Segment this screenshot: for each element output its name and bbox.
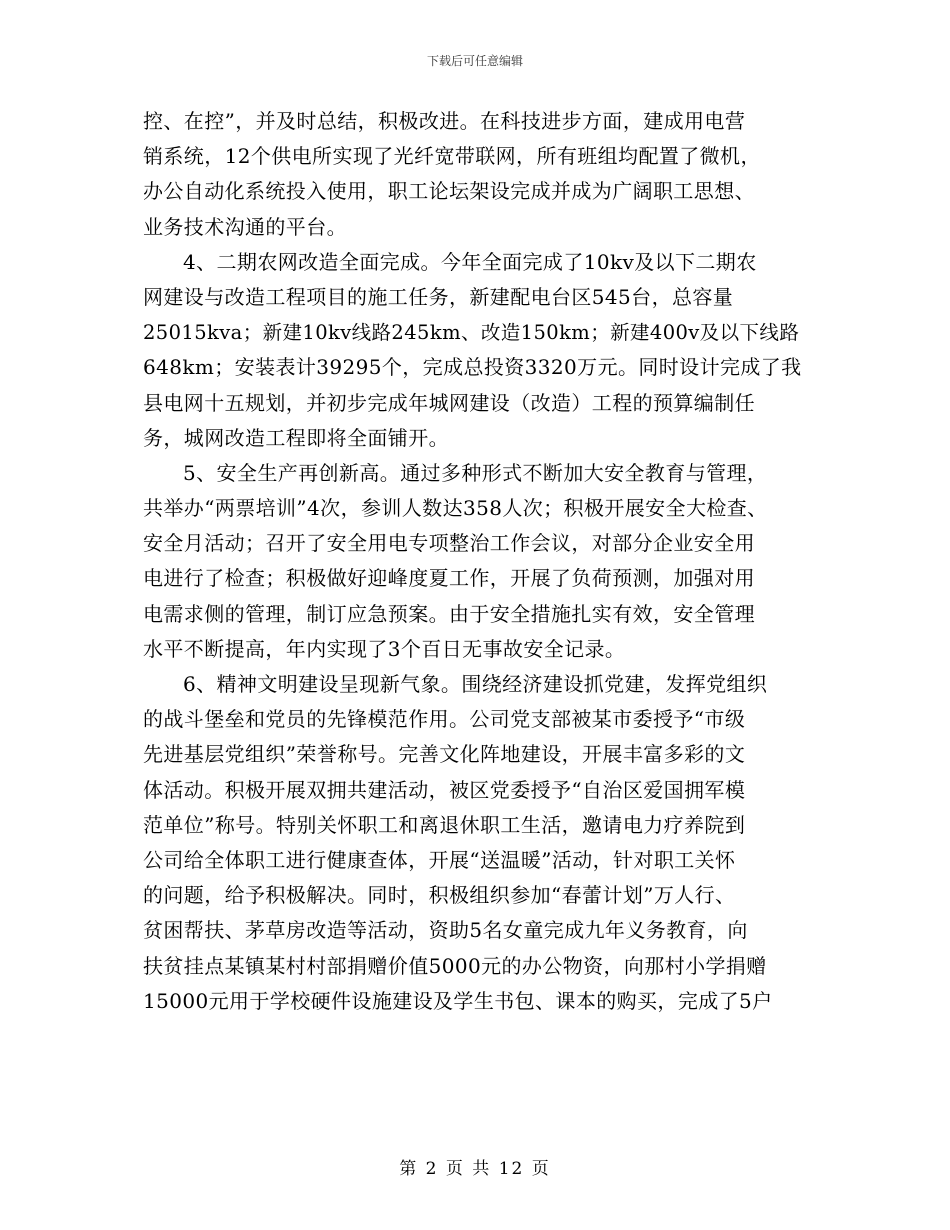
document-body: [143, 104, 813, 1019]
page-footer: 第 2 页 共 12 页: [399, 1159, 551, 1179]
text-line: 扶贫挂点某镇某村村部捐赠价值5000元的办公物资，向那村小学捐赠: [143, 953, 767, 978]
paragraph-first-line: 6、精神文明建设呈现新气象。围绕经济建设抓党建，发挥党组织: [183, 672, 768, 696]
text-line: 体活动。积极开展双拥共建活动，被区党委授予“自治区爱国拥军模: [143, 777, 746, 802]
text-line: 贫困帮扶、茅草房改造等活动，资助5名女童完成九年义务教育，向: [143, 918, 748, 943]
paragraph-first-line: 5、安全生产再创新高。通过多种形式不断加大安全教育与管理，: [183, 460, 768, 485]
text-line: 648km；安装表计39295个，完成总投资3320万元。同时设计完成了我: [143, 355, 802, 380]
text-line: 共举办“两票培训”4次，参训人数达358人次；积极开展安全大检查、: [143, 496, 768, 521]
text-line: 业务技术沟通的平台。: [143, 214, 347, 239]
text-line: 25015kva；新建10kv线路245km、改造150km；新建400v及以下线路: [143, 321, 800, 345]
text-line: 销系统，12个供电所实现了光纤宽带联网，所有班组均配置了微机，: [143, 144, 761, 169]
text-line: 的战斗堡垒和党员的先锋模范作用。公司党支部被某市委授予“市级: [143, 707, 746, 732]
text-line: 安全月活动；召开了安全用电专项整治工作会议，对部分企业安全用: [143, 531, 755, 556]
page-header: 下载后可任意编辑: [426, 54, 523, 68]
text-line: 务，城网改造工程即将全面铺开。: [143, 425, 449, 450]
text-line: 的问题，给予积极解决。同时，积极组织参加“春蕾计划”万人行、: [143, 883, 736, 908]
text-line: 范单位”称号。特别关怀职工和离退休职工生活，邀请电力疗养院到: [143, 812, 746, 837]
text-line: 先进基层党组织”荣誉称号。完善文化阵地建设，开展丰富多彩的文: [143, 742, 746, 767]
text-line: 水平不断提高，年内实现了3个百日无事故安全记录。: [143, 636, 626, 661]
text-line: 电需求侧的管理，制订应急预案。由于安全措施扎实有效，安全管理: [143, 601, 755, 626]
text-line: 县电网十五规划，并初步完成年城网建设（改造）工程的预算编制任: [143, 390, 755, 415]
text-line: 公司给全体职工进行健康查体，开展“送温暖”活动，针对职工关怀: [143, 847, 736, 872]
text-line: 电进行了检查；积极做好迎峰度夏工作，开展了负荷预测，加强对用: [143, 566, 755, 591]
text-line: 办公自动化系统投入使用，职工论坛架设完成并成为广阔职工思想、: [143, 179, 755, 204]
text-line: 控、在控”，并及时总结，积极改进。在科技进步方面，建成用电营: [143, 109, 746, 133]
text-line: 15000元用于学校硬件设施建设及学生书包、课本的购买，完成了5户: [143, 988, 773, 1013]
text-line: 网建设与改造工程项目的施工任务，新建配电台区545台，总容量: [143, 284, 734, 309]
paragraph-first-line: 4、二期农网改造全面完成。今年全面完成了10kv及以下二期农: [183, 249, 757, 274]
